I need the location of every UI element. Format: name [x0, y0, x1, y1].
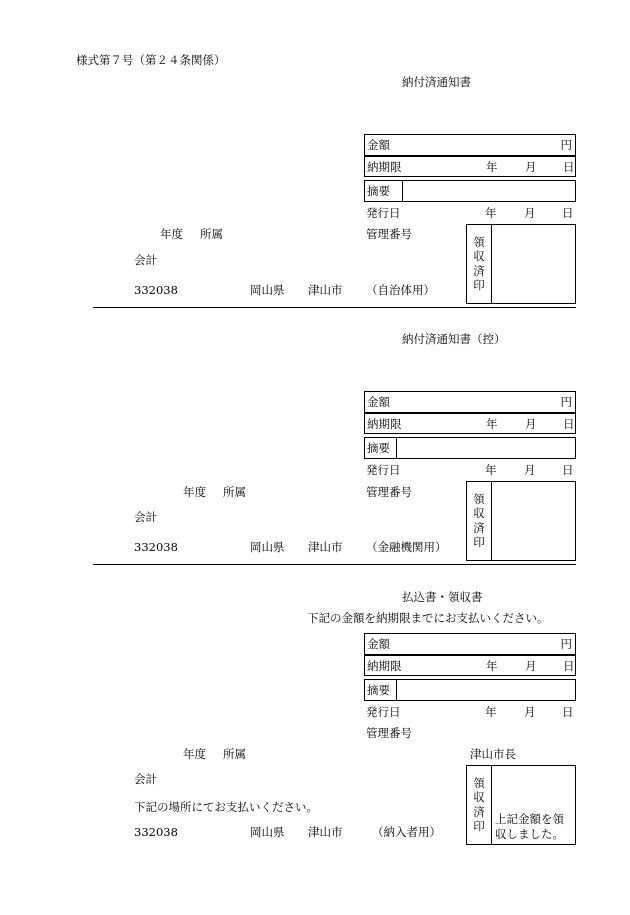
deadline-label: 納期限 — [367, 416, 402, 431]
summary-label: 摘要 — [367, 184, 390, 198]
account-label: 会計 — [134, 510, 157, 524]
day-label: 日 — [562, 206, 574, 220]
pref-label: 岡山県 — [250, 825, 285, 839]
month-label: 月 — [525, 416, 537, 431]
code-label: 332038 — [134, 283, 178, 297]
day-label: 日 — [562, 463, 574, 477]
month-label: 月 — [524, 206, 536, 220]
summary-row — [364, 180, 576, 202]
summary-row — [364, 437, 576, 459]
day-label: 日 — [563, 416, 575, 431]
year-label: 年 — [485, 206, 497, 220]
dept-label: 所属 — [200, 227, 223, 241]
day-label: 日 — [562, 705, 574, 719]
amount-label: 金額 — [367, 395, 390, 409]
section-divider — [93, 307, 576, 308]
stamp-label: 領 収 済 印 — [467, 482, 492, 560]
summary-divider — [402, 181, 403, 201]
summary-label: 摘要 — [367, 683, 390, 697]
summary-divider — [396, 438, 397, 458]
copy-type-label: （自治体用） — [366, 283, 435, 297]
deadline-label: 納期限 — [367, 159, 402, 174]
day-label: 日 — [563, 159, 575, 174]
receipt-stamp-box — [466, 765, 576, 845]
summary-label: 摘要 — [367, 441, 390, 455]
year-label: 年 — [485, 705, 497, 719]
receipt-stamp-box — [466, 224, 576, 304]
payment-instruction: 下記の金額を納期限までにお支払いください。 — [307, 611, 549, 625]
fiscal-year-label: 年度 — [160, 227, 183, 241]
dept-label: 所属 — [223, 485, 246, 499]
summary-row — [364, 679, 576, 701]
yen-label: 円 — [560, 138, 572, 152]
mayor-label: 津山市長 — [470, 747, 516, 761]
mgmt-no-label: 管理番号 — [366, 485, 412, 499]
receipt-stamp-box — [466, 481, 576, 561]
pref-label: 岡山県 — [250, 283, 285, 297]
year-label: 年 — [486, 658, 498, 673]
city-label: 津山市 — [308, 825, 343, 839]
form-title: 様式第７号（第２４条関係） — [76, 53, 226, 67]
section-title: 払込書・領収書 — [402, 590, 483, 604]
amount-label: 金額 — [367, 138, 390, 152]
month-label: 月 — [524, 705, 536, 719]
fiscal-year-label: 年度 — [183, 747, 206, 761]
amount-row — [364, 391, 576, 413]
stamp-label: 領 収 済 印 — [467, 225, 492, 303]
deadline-label: 納期限 — [367, 658, 402, 673]
section-divider — [93, 564, 576, 565]
year-label: 年 — [486, 159, 498, 174]
mgmt-no-label: 管理番号 — [366, 227, 412, 241]
account-label: 会計 — [134, 253, 157, 267]
deadline-row — [364, 413, 576, 434]
stamp-label: 領 収 済 印 — [467, 766, 492, 844]
payment-place-label: 下記の場所にてお支払いください。 — [134, 800, 318, 814]
summary-divider — [396, 680, 397, 700]
amount-row — [364, 134, 576, 156]
section-title: 納付済通知書 — [402, 75, 471, 89]
section-title: 納付済通知書（控） — [402, 332, 506, 346]
issue-date-label: 発行日 — [366, 463, 401, 477]
year-label: 年 — [485, 463, 497, 477]
issue-date-label: 発行日 — [366, 705, 401, 719]
yen-label: 円 — [560, 637, 572, 651]
yen-label: 円 — [560, 395, 572, 409]
receipt-note: 上記金額を領収しました。 — [495, 812, 564, 841]
code-label: 332038 — [134, 540, 178, 554]
deadline-row — [364, 655, 576, 676]
month-label: 月 — [525, 658, 537, 673]
fiscal-year-label: 年度 — [183, 485, 206, 499]
dept-label: 所属 — [223, 747, 246, 761]
amount-row — [364, 633, 576, 655]
month-label: 月 — [525, 159, 537, 174]
city-label: 津山市 — [308, 283, 343, 297]
deadline-row — [364, 156, 576, 177]
copy-type-label: （金融機関用） — [366, 540, 447, 554]
account-label: 会計 — [134, 772, 157, 786]
day-label: 日 — [563, 658, 575, 673]
mgmt-no-label: 管理番号 — [366, 726, 412, 740]
year-label: 年 — [486, 416, 498, 431]
issue-date-label: 発行日 — [366, 206, 401, 220]
amount-label: 金額 — [367, 637, 390, 651]
city-label: 津山市 — [308, 540, 343, 554]
copy-type-label: （納入者用） — [372, 825, 441, 839]
month-label: 月 — [524, 463, 536, 477]
pref-label: 岡山県 — [250, 540, 285, 554]
code-label: 332038 — [134, 825, 178, 839]
